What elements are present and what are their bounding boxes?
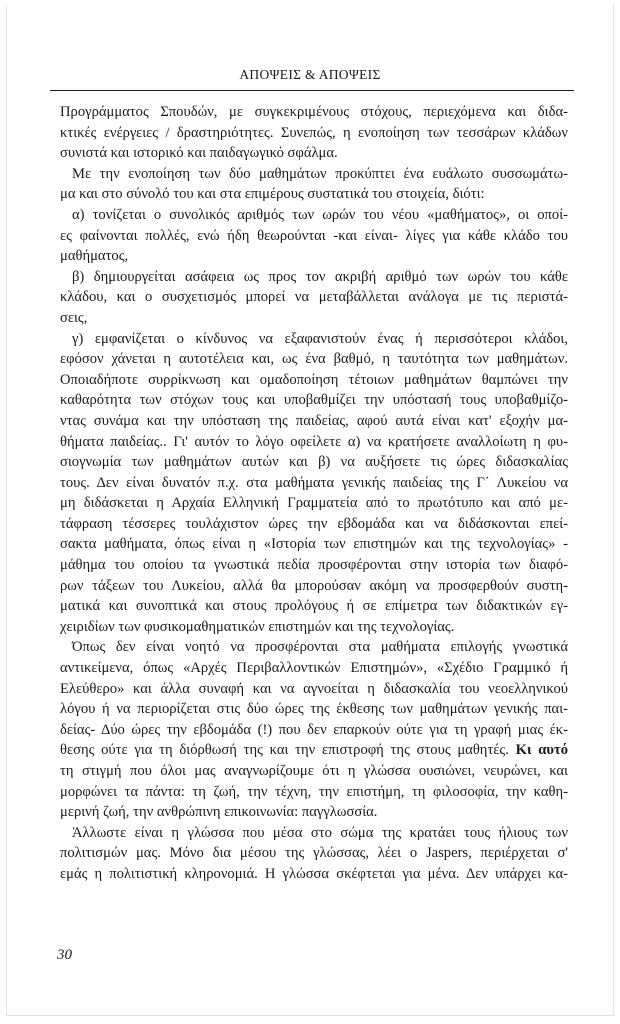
text-line: μάθημα του οποίου τα γνωστικά πεδία προσφέρονται στην ιστορία των διαφό- [60, 557, 568, 574]
text-fragment: θεσης ούτε για τη διόρθωσή της και την επιστροφή της στους μαθητές. [60, 742, 509, 759]
text-line-with-bold [60, 740, 568, 761]
paragraph-start-line: Άλλωστε είναι η γλώσσα που μέσα στο σώμα της κρατάει τους ήλιους των [72, 824, 568, 841]
text-line: μη διδάσκεται η Αρχαία Ελληνική Γραμματεία από το πρωτότυπο και από με- [60, 495, 568, 512]
text-line: λόγου ή να περιορίζεται στις δύο ώρες της έκθεσης των μαθημάτων γενικής παι- [60, 701, 568, 718]
list-item-b: β) δημιουργείται ασάφεια ως προς τον ακριβή αριθμό των ωρών του κάθε [72, 268, 568, 285]
text-line: Οποιαδήποτε συρρίκνωση και ομαδοποίηση τέτοιων μαθημάτων θαμπώνει την [60, 371, 568, 388]
text-line: μορφώνει τα πάντα: τη ζωή, την τέχνη, την επιστήμη, τη φιλοσοφία, την καθη- [60, 783, 568, 800]
text-line: τη στιγμή που όλοι μας αναγνωρίζουμε ότι η γλώσσα ουσιώνει, νευρώνει, και [60, 763, 568, 779]
text-line: χειριδίων των φυσικομαθηματικών επιστημών και της τεχνολογίας. [60, 618, 455, 635]
text-line: τους. Δεν είναι δυνατόν π.χ. στα μαθήματα γενικής παιδείας της Γ΄ Λυκείου να [60, 474, 568, 491]
page-number: 30 [57, 947, 72, 963]
text-line: μερινή ζωή, την ανθρώπινη επικοινωνία: παγγλωσσία. [60, 804, 378, 821]
text-line: κλάδου, και ο συσχετισμός μπορεί να μεταβάλλεται ανάλογα με τις περιστά- [60, 289, 568, 306]
text-line: τάφραση τέσσερες τουλάχιστον ώρες την εβδομάδα και να διδάσκονται επεί- [60, 515, 568, 532]
text-line: πολιτισμών μας. Μόνο δια μέσου της γλώσσας, λέει ο Jaspers, περιέρχεται σ' [60, 845, 568, 862]
text-line: δείας- Δύο ώρες την εβδομάδα (!) που δεν επαρκούν ούτε για τη γραφή μιας έκ- [60, 721, 568, 738]
header-rule [50, 90, 574, 91]
text-line: σεις, [60, 309, 88, 326]
text-line: Προγράμματος Σπουδών, με συγκεκριμένους στόχους, περιεχόμενα και διδα- [60, 104, 568, 120]
text-line: εμάς η πολιτιστική κληρονομιά. Η γλώσσα σκέφτεται για μένα. Δεν υπάρχει κα- [60, 865, 568, 882]
list-item-a: α) τονίζεται ο συνολικός αριθμός των ωρών του νέου «μαθήματος», οι οποί- [72, 206, 568, 223]
text-line: σακτα μαθήματα, όπως είναι η «Ιστορία των επιστημών και της τεχνολογίας» - [60, 536, 568, 553]
text-line: κτικές ενέργειες / δραστηριότητες. Συνεπώς, η ενοποίηση των τεσσάρων κλάδων [60, 124, 568, 141]
text-line: ματικά και συνοπτικά και στους προλόγους ή σε επίμετρα των διδακτικών εγ- [60, 598, 568, 615]
paragraph-start-line: Με την ενοποίηση των δύο μαθημάτων προκύπτει ένα ευάλωτο συσσωμάτω- [72, 165, 568, 182]
body-text [60, 102, 568, 885]
list-item-c: γ) εμφανίζεται ο κίνδυνος να εξαφανιστούν ένας ή περισσότεροι κλάδοι, [72, 330, 568, 347]
text-line: αντικείμενα, όπως «Αρχές Περιβαλλοντικών Επιστημών», «Σχέδιο Γραμμικό ή [60, 660, 568, 677]
text-line: σιογνωμία των μαθημάτων αυτών και β) να αυξήσετε τις ώρες διδασκαλίας [60, 454, 568, 471]
text-line: εφόσον χάνεται η αυτοτέλεια και, ως ένα βαθμό, η ταυτότητα των μαθημάτων. [60, 351, 568, 368]
text-line: ρων τάξεων του Λυκείου, αλλά θα μπορούσαν ακόμη να προσφερθούν συστη- [60, 577, 568, 594]
text-line: ες φαίνονται πολλές, ενώ ήδη θεωρούνται -και είναι- λίγες για κάθε κλάδο του [60, 227, 568, 244]
text-line: ντας συνάμα και την υπόσταση της παιδείας, αφού αυτά είναι κατ' εξοχήν μα- [60, 412, 568, 429]
running-header: ΑΠΟΨΕΙΣ & ΑΠΟΨΕΙΣ [239, 67, 381, 82]
text-line: μαθήματος, [60, 248, 129, 265]
text-line: Ελεύθερο» και άλλα συναφή και να αγνοείται η διδασκαλία του νεοελληνικού [60, 680, 568, 697]
text-line: καθαρότητα των στόχων τους και υποβαθμίζει την υπόστασή τους υποβαθμίζο- [60, 392, 568, 409]
text-line: μα και στο σύνολό του και στα επιμέρους συστατικά του στοιχεία, διότι: [60, 186, 485, 203]
paragraph-start-line: Όπως δεν είναι νοητό να προσφέρονται στα μαθήματα επιλογής γνωστικά [72, 639, 568, 656]
text-line: συνιστά και ιστορικό και παιδαγωγικό σφάλμα. [60, 145, 338, 162]
text-line: θήματα παιδείας.. Γι' αυτόν το λόγο οφείλετε α) να κρατήσετε αναλλοίωτη η φυ- [60, 433, 568, 450]
bold-text-fragment: Κι αυτό [515, 742, 568, 759]
